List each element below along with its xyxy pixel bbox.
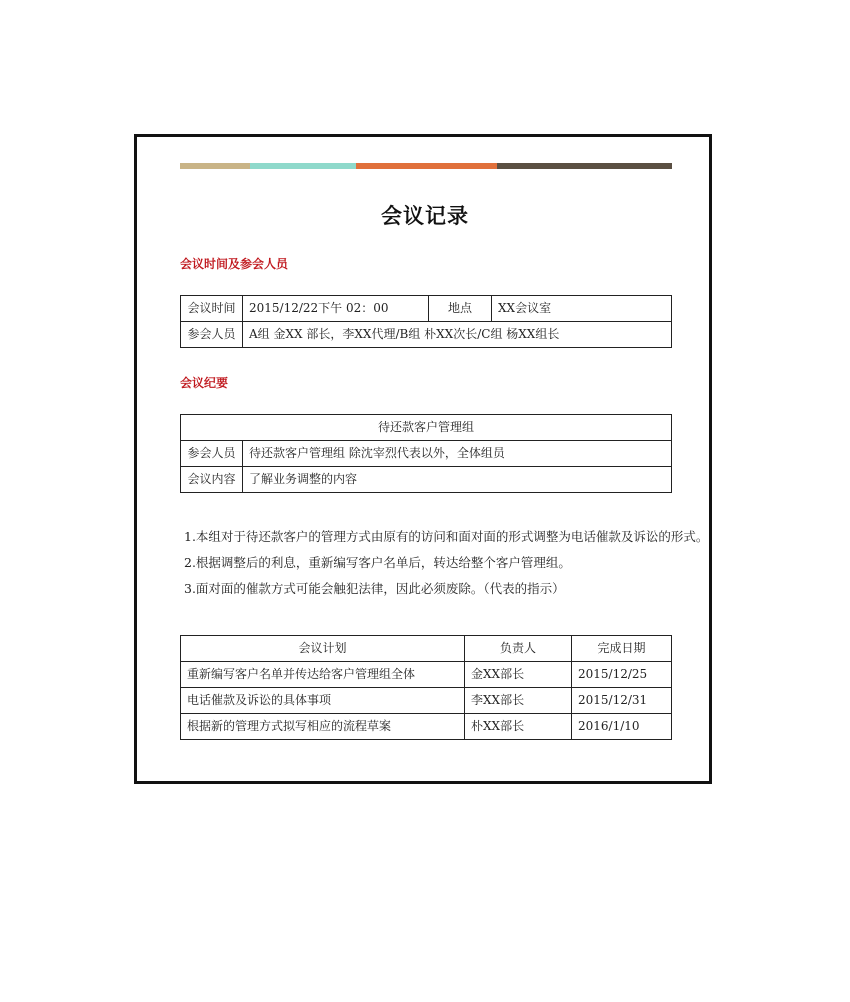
color-bar-segment-teal [250, 163, 356, 169]
color-bar [180, 163, 672, 169]
due-date-cell: 2016/1/10 [572, 714, 672, 740]
content-label: 会议内容 [181, 467, 243, 493]
table-header-row [181, 636, 672, 662]
plan-cell: 重新编写客户名单并传达给客户管理组全体 [181, 662, 465, 688]
table-row [181, 714, 672, 740]
section-heading-minutes: 会议纪要 [180, 376, 229, 390]
table-row [181, 467, 672, 493]
content-value: 了解业务调整的内容 [243, 467, 672, 493]
note-item: 3.面对面的催款方式可能会触犯法律，因此必须废除。（代表的指示） [184, 581, 565, 596]
table-row [181, 688, 672, 714]
due-date-cell: 2015/12/25 [572, 662, 672, 688]
owner-cell: 金XX部长 [465, 662, 572, 688]
note-item: 2.根据调整后的利息，重新编写客户名单后，转达给整个客户管理组。 [184, 555, 571, 570]
owner-cell: 李XX部长 [465, 688, 572, 714]
table-row [181, 322, 672, 348]
owner-cell: 朴XX部长 [465, 714, 572, 740]
time-label: 会议时间 [181, 296, 243, 322]
attendees-label: 参会人员 [181, 322, 243, 348]
minutes-table [180, 414, 672, 493]
meeting-notes [184, 524, 708, 602]
owner-header: 负责人 [465, 636, 572, 662]
note-item: 1.本组对于待还款客户的管理方式由原有的访问和面对面的形式调整为电话催款及诉讼的形式。 [184, 529, 709, 544]
plan-cell: 电话催款及诉讼的具体事项 [181, 688, 465, 714]
table-row [181, 296, 672, 322]
color-bar-segment-orange [356, 163, 497, 169]
plan-table [180, 635, 672, 740]
table-row [181, 441, 672, 467]
section-heading-time-attendees: 会议时间及参会人员 [180, 257, 289, 271]
group-title: 待还款客户管理组 [181, 415, 672, 441]
attendees-value: A组 金XX 部长，李XX代理/B组 朴XX次长/C组 杨XX组长 [243, 322, 672, 348]
plan-cell: 根据新的管理方式拟写相应的流程草案 [181, 714, 465, 740]
time-value: 2015/12/22下午 02：00 [243, 296, 429, 322]
due-date-cell: 2015/12/31 [572, 688, 672, 714]
color-bar-segment-brown [497, 163, 672, 169]
due-date-header: 完成日期 [572, 636, 672, 662]
meeting-info-table [180, 295, 672, 348]
minutes-attendees-label: 参会人员 [181, 441, 243, 467]
minutes-attendees-value: 待还款客户管理组 除沈宰烈代表以外，全体组员 [243, 441, 672, 467]
place-label: 地点 [429, 296, 492, 322]
plan-header: 会议计划 [181, 636, 465, 662]
table-row [181, 415, 672, 441]
page-title: 会议记录 [381, 203, 469, 228]
place-value: XX会议室 [492, 296, 672, 322]
table-row [181, 662, 672, 688]
color-bar-segment-tan [180, 163, 250, 169]
